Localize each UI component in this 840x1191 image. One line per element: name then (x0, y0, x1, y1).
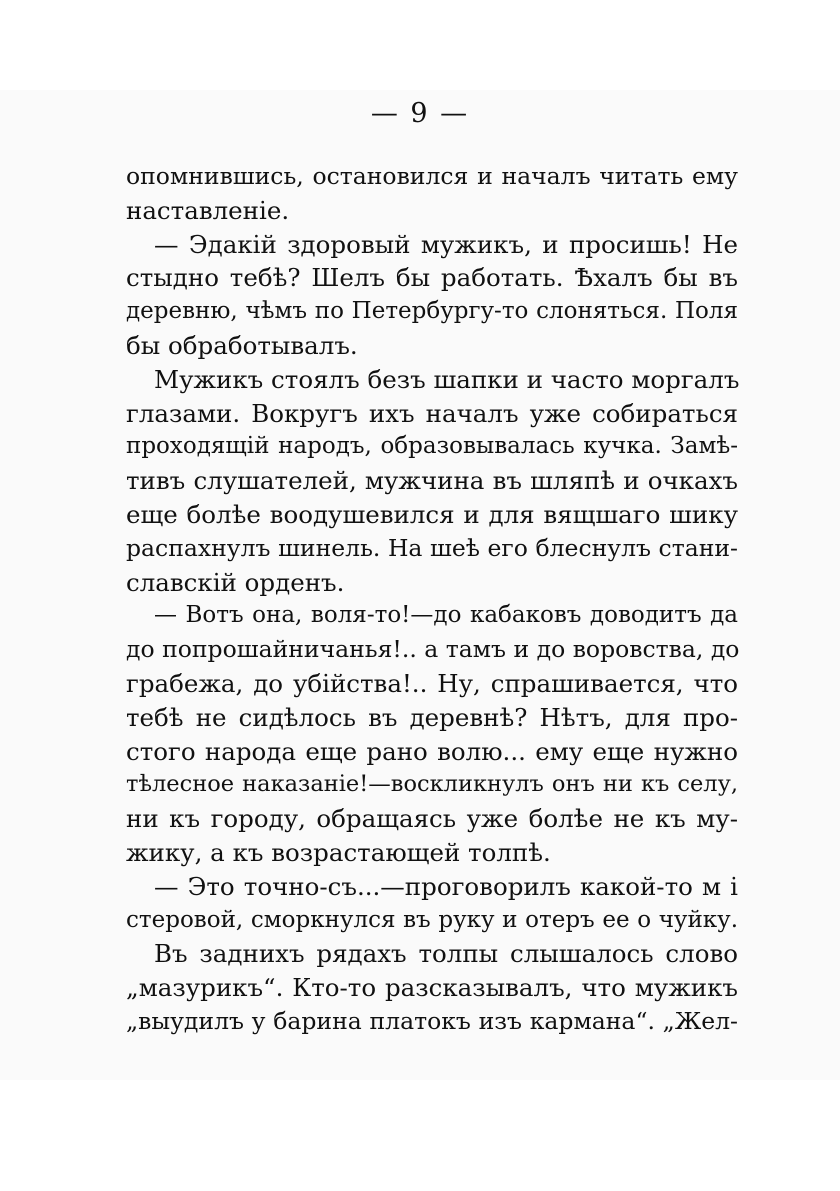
text-line: славскій орденъ. (126, 567, 345, 597)
text-line: стеровой, сморкнулся въ руку и отеръ ее о чуйку. (126, 906, 738, 933)
text-line: тебѣ не сидѣлось въ деревнѣ? Нѣтъ, для про- (126, 702, 738, 732)
body-text (126, 160, 738, 1039)
text-line: — Эдакій здоровый мужикъ, и просишь! Не (154, 229, 738, 259)
text-line: „выудилъ у барина платокъ изъ кармана“. „Жел- (126, 1006, 738, 1035)
text-line: еще болѣе воодушевился и для вящшаго шику (126, 499, 738, 529)
text-line: ни къ городу, обращаясь уже болѣе не къ му- (126, 804, 738, 834)
text-line: „мазурикъ“. Кто-то разсказывалъ, что мужикъ (126, 973, 738, 1003)
text-line: опомнившись, остановился и началъ читать ему (126, 162, 738, 190)
text-line: грабежа, до убійства!.. Ну, спрашивается, что (126, 668, 738, 698)
text-line: жику, а къ возрастающей толпѣ. (126, 837, 551, 867)
text-line: Мужикъ стоялъ безъ шапки и часто моргалъ (154, 364, 740, 394)
text-line: стыдно тебѣ? Шелъ бы работать. Ѣхалъ бы въ (126, 263, 738, 293)
text-line: — Вотъ она, воля-то!—до кабаковъ доводитъ да (154, 602, 738, 629)
text-line: тивъ слушателей, мужчина въ шляпѣ и очкахъ (126, 466, 738, 496)
text-line: распахнулъ шинель. На шеѣ его блеснулъ стани- (126, 533, 738, 562)
text-line: бы обработывалъ. (126, 330, 358, 360)
text-line: деревню, чѣмъ по Петербургу-то слоняться. Поля (126, 298, 738, 325)
page-number: — 9 — (370, 98, 470, 129)
text-line: глазами. Вокругъ ихъ началъ уже собираться (126, 398, 738, 428)
text-line: — Это точно-съ...—проговорилъ какой-то м і (154, 871, 738, 901)
text-line: проходящій народъ, образовывалась кучка. Замѣ- (126, 433, 738, 460)
text-line: стого народа еще рано волю... ему еще нужно (126, 736, 738, 766)
text-line: наставленіе. (126, 195, 290, 225)
text-line: Въ заднихъ рядахъ толпы слышалось слово (154, 939, 738, 969)
text-line: тѣлесное наказаніе!—воскликнулъ онъ ни къ селу, (126, 771, 738, 798)
text-line: до попрошайничанья!.. а тамъ и до воровства, до (126, 635, 740, 664)
